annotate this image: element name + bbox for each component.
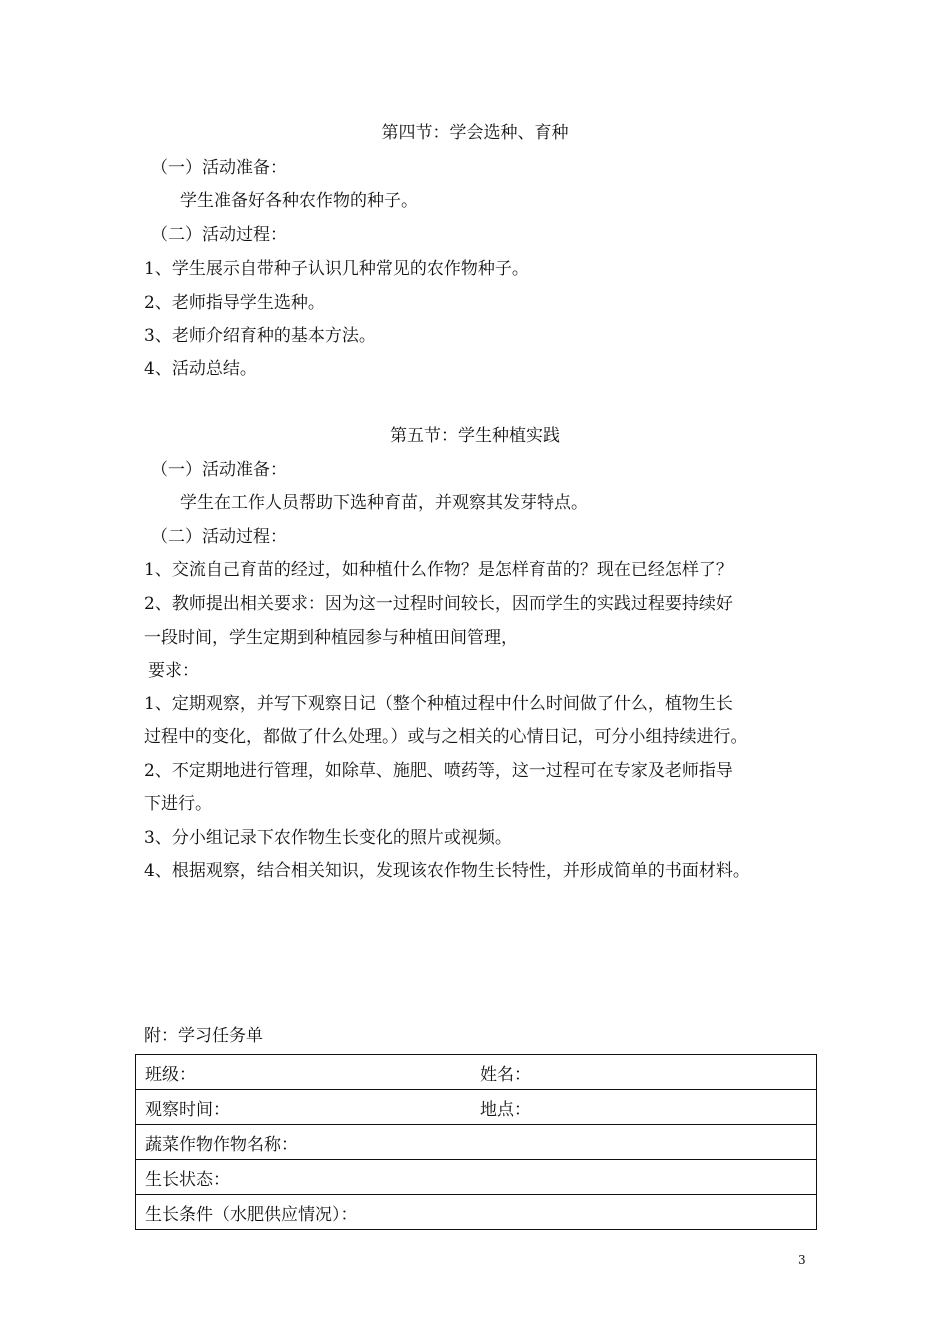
section4-step: 2、老师指导学生选种。 [144,293,325,313]
section5-line: 一段时间，学生定期到种植园参与种植田间管理， [144,628,518,648]
table-row [136,1055,817,1090]
section4-prep-heading: （一）活动准备： [151,158,287,178]
section4-step: 1、学生展示自带种子认识几种常见的农作物种子。 [144,259,529,279]
class-field: 班级： [136,1055,481,1090]
task-sheet-table [135,1054,817,1230]
observation-time-field: 观察时间： [136,1090,481,1125]
requirements-heading: 要求： [148,661,199,681]
appendix-title: 附：学习任务单 [144,1026,263,1046]
section5-line: 1、交流自己育苗的经过，如种植什么作物？是怎样育苗的？现在已经怎样了？ [144,560,733,580]
requirement-line: 3、分小组记录下农作物生长变化的照片或视频。 [144,828,512,848]
section4-process-heading: （二）活动过程： [151,225,287,245]
table-row [136,1195,817,1230]
section5-prep-text: 学生在工作人员帮助下选种育苗，并观察其发芽特点。 [180,493,588,513]
page-number: 3 [798,1253,806,1267]
section4-prep-text: 学生准备好各种农作物的种子。 [180,191,418,211]
section5-title: 第五节：学生种植实践 [390,426,560,446]
requirement-line: 4、根据观察，结合相关知识，发现该农作物生长特性，并形成简单的书面材料。 [144,861,750,881]
table-row [136,1125,817,1160]
section5-process-heading: （二）活动过程： [151,527,287,547]
crop-name-field: 蔬菜作物作物名称： [136,1125,817,1160]
requirement-line: 下进行。 [144,794,212,814]
name-field: 姓名： [480,1055,817,1090]
section5-prep-heading: （一）活动准备： [151,460,287,480]
requirement-line: 1、定期观察，并写下观察日记（整个种植过程中什么时间做了什么，植物生长 [144,694,733,714]
table-row [136,1090,817,1125]
section4-title: 第四节：学会选种、育种 [381,123,569,143]
requirement-line: 2、不定期地进行管理，如除草、施肥、喷药等，这一过程可在专家及老师指导 [144,761,733,781]
section4-step: 3、老师介绍育种的基本方法。 [144,326,376,346]
table-row [136,1160,817,1195]
requirement-line: 过程中的变化，都做了什么处理。）或与之相关的心情日记，可分小组持续进行。 [144,727,748,747]
growth-conditions-field: 生长条件（水肥供应情况）： [136,1195,817,1230]
section4-step: 4、活动总结。 [144,359,257,379]
location-field: 地点： [480,1090,817,1125]
section5-line: 2、教师提出相关要求：因为这一过程时间较长，因而学生的实践过程要持续好 [144,594,733,614]
growth-state-field: 生长状态： [136,1160,817,1195]
